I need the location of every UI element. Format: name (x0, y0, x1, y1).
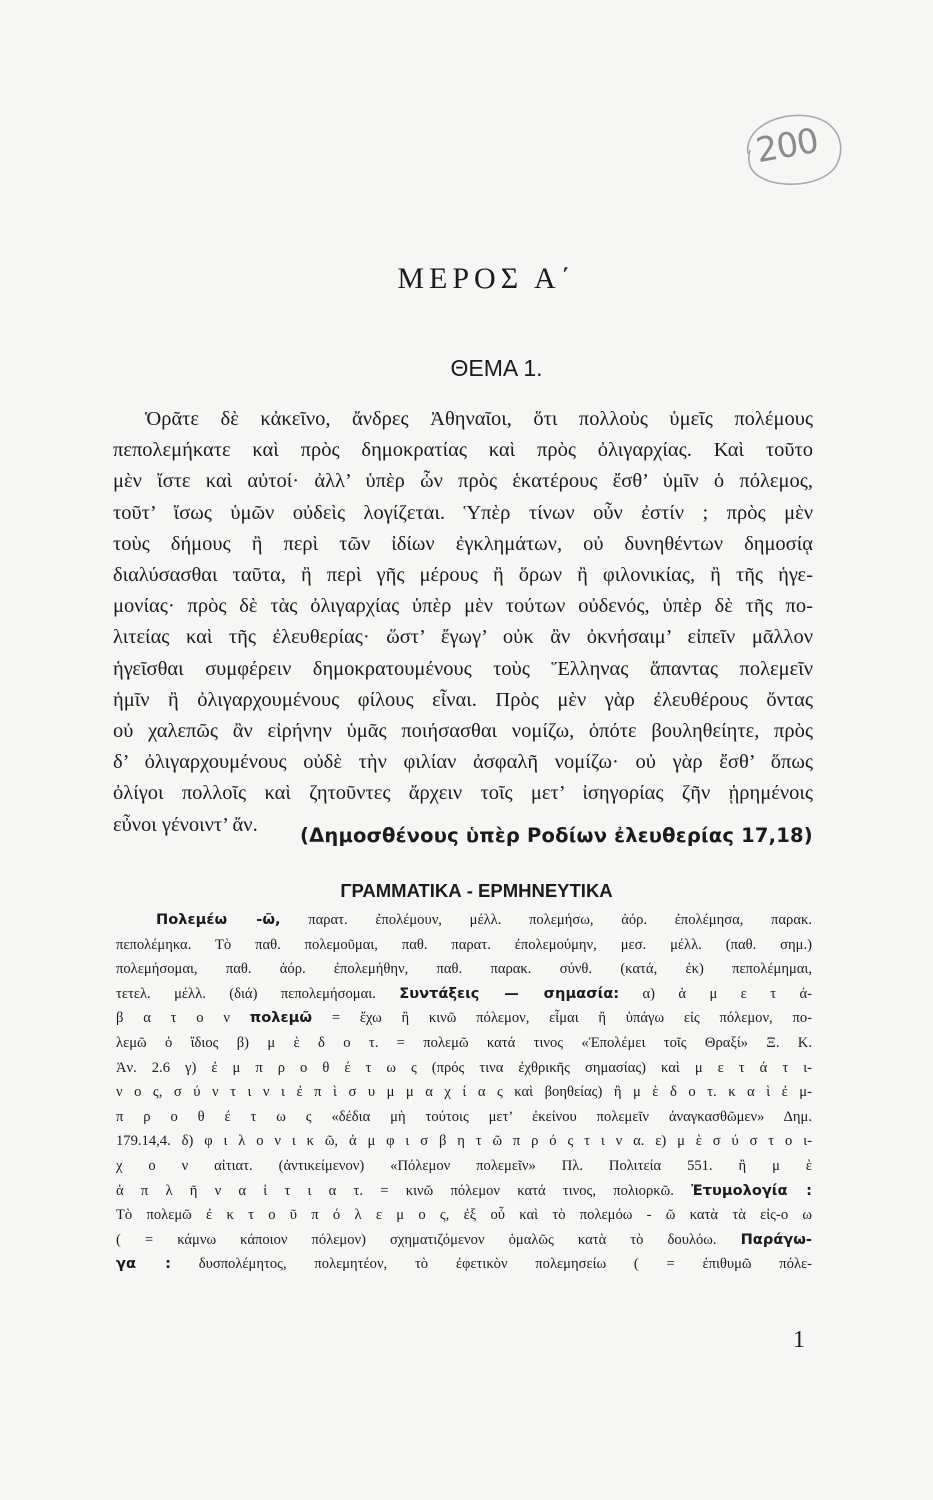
commentary-line (116, 1179, 812, 1204)
commentary-text: = ἔχω ἢ κινῶ πόλεμον, εἶμαι ἢ ὑπάγω εἰς πόλεμον, πο- (312, 1010, 812, 1027)
grammar-commentary (116, 908, 812, 1277)
passage-line: διαλύσασθαι ταῦτα, ἢ περὶ γῆς μέρους ἢ ὅρων ἢ φιλονικίας, ἢ τῆς ἡγε- (113, 564, 813, 587)
library-stamp (738, 106, 850, 192)
commentary-text: ἁ π λ ῆ ν α ἰ τ ι α τ. = κινῶ πόλεμον κατά τινος, πολιορκῶ. (116, 1182, 692, 1199)
passage-line: εὖνοι γένοιντ’ ἄν. (113, 813, 258, 836)
commentary-line: λεμῶ ὁ ἴδιος β) μ ὲ δ ο τ. = πολεμῶ κατά τινος «Ἐπολέμει τοῖς Θραξί» Ξ. Κ. (116, 1034, 812, 1051)
syntax-label: Συντάξεις — σημασία: (399, 984, 620, 1002)
commentary-text: β α τ ο ν (116, 1010, 250, 1027)
source-citation: (Δημοσθένους ὑπὲρ Ροδίων ἐλευθερίας 17,18) (300, 824, 813, 847)
commentary-line (116, 1252, 812, 1277)
etymology-label: Ἐτυμολογία : (691, 1181, 812, 1199)
commentary-line (116, 908, 812, 933)
commentary-text: παρατ. ἐπολέμουν, μέλλ. πολεμήσω, ἀόρ. ἐπολέμησα, παρακ. (280, 912, 812, 928)
derivatives-label-cont: γα : (116, 1255, 171, 1273)
passage-line: Ὁρᾶτε δὲ κἀκεῖνο, ἄνδρες Ἀθηναῖοι, ὅτι πολλοὺς ὑμεῖς πολέμους (145, 408, 813, 430)
commentary-line: Ἀν. 2.6 γ) ἐ μ π ρ ο θ έ τ ω ς (πρός τινα ἐχθρικῆς σημασίας) καὶ μ ε τ ά τ ι- (116, 1059, 812, 1076)
commentary-line: χ ο ν αἰτιατ. (ἀντικείμενον) «Πόλεμον πολεμεῖν» Πλ. Πολιτεία 551. ἢ μ ὲ (116, 1157, 812, 1174)
passage-line: ἡμῖν ἢ ὀλιγαρχουμένους φίλους εἶναι. Πρὸς μὲν γὰρ ἐλευθέρους ὄντας (113, 688, 813, 711)
passage-line: πεπολεμήκατε καὶ πρὸς δημοκρατίας καὶ πρὸς ὀλιγαρχίας. Καὶ τοῦτο (113, 439, 813, 462)
headword: Πολεμέω -ῶ, (156, 911, 281, 928)
commentary-line: 179.14,4. δ) φ ι λ ο ν ι κ ῶ, ἀ μ φ ι σ β η τ ῶ π ρ ό ς τ ι ν α. ε) μ ὲ σ ύ σ τ ο ι- (116, 1133, 812, 1150)
page-number: 1 (793, 1327, 805, 1353)
commentary-line (116, 982, 812, 1007)
part-title: ΜΕΡΟΣ Α΄ (397, 262, 576, 295)
bold-term: πολεμῶ (249, 1009, 313, 1027)
theme-title: ΘΕΜΑ 1. (450, 355, 543, 381)
commentary-text: δυσπολέμητος, πολεμητέον, τὸ ἐφετικὸν πολεμησείω ( = ἐπιθυμῶ πόλε- (170, 1256, 813, 1273)
passage-line: ὀλίγοι πολλοῖς καὶ ζητοῦντες ἄρχειν τοῖς μετ’ ἰσηγορίας ζῆν ᾑρημένοις (113, 782, 813, 805)
derivatives-label: Παράγω- (740, 1230, 812, 1248)
greek-passage (113, 404, 813, 841)
commentary-line: ν ο ς, σ ύ ν τ ι ν ι ἐ π ὶ σ υ μ μ α χ ί α ς καὶ βοηθείας) ἢ μ ὲ δ ο τ. κ α ὶ ἐ μ- (116, 1084, 812, 1101)
commentary-text: ( = κάμνω κάποιον πόλεμον) σχηματιζόμενον ὁμαλῶς κατὰ τὸ δουλόω. (116, 1231, 741, 1248)
passage-line: μονίας· πρὸς δὲ τὰς ὀλιγαρχίας ὑπὲρ μὲν τούτων οὐδενός, ὑπὲρ δὲ τῆς πο- (113, 595, 813, 618)
commentary-line (116, 1006, 812, 1031)
passage-line: ἡγεῖσθαι συμφέρειν δημοκρατουμένους τοὺς Ἕλληνας ἅπαντας πολεμεῖν (113, 657, 813, 680)
commentary-line: πεπολέμηκα. Τὸ παθ. πολεμοῦμαι, παθ. παρατ. ἐπολεμούμην, μεσ. μέλλ. (παθ. σημ.) (116, 936, 812, 953)
passage-line: τοὺς δήμους ἢ περὶ τῶν ἰδίων ἐγκλημάτων, οὐ δυνηθέντων δημοσίᾳ (113, 532, 813, 555)
passage-line: τοῦτ’ ἴσως ὑμῶν οὐδεὶς λογίζεται. Ὑπὲρ τίνων οὖν ἐστίν ; πρὸς μὲν (113, 501, 813, 524)
passage-line: δ’ ὀλιγαρχουμένους οὐδὲ τὴν φιλίαν ἀσφαλῆ νομίζω· οὐ γὰρ ἔσθ’ ὅπως (113, 751, 813, 774)
commentary-line (116, 1228, 812, 1253)
commentary-text: τετελ. μέλλ. (διά) πεπολεμήσομαι. (116, 985, 400, 1002)
commentary-line: Τὸ πολεμῶ ἐ κ τ ο ῦ π ό λ ε μ ο ς, ἐξ οὗ καὶ τὸ πολεμόω - ῶ κατὰ τὰ εἰς-ο ω (116, 1207, 812, 1224)
stamp-number: 200 (752, 120, 821, 172)
passage-line: λιτείας καὶ τῆς ἐλευθερίας· ὥστ’ ἔγωγ’ οὐκ ἂν ὀκνήσαιμ’ εἰπεῖν μᾶλλον (113, 626, 813, 649)
commentary-line: πολεμήσομαι, παθ. ἀόρ. ἐπολεμήθην, παθ. παρακ. σύνθ. (κατά, ἐκ) πεπολέμημαι, (116, 961, 812, 978)
commentary-line: π ρ ο θ έ τ ω ς «δέδια μὴ τούτοις μετ’ ἐκείνου πολεμεῖν ἀναγκασθῶμεν» Δημ. (116, 1108, 812, 1125)
passage-line: οὐ χαλεπῶς ἂν εἰρήνην ὑμᾶς ποιήσασθαι νομίζω, ὁπότε βουληθείητε, πρὸς (113, 720, 813, 743)
grammar-heading: ΓΡΑΜΜΑΤΙΚΑ - ΕΡΜΗΝΕΥΤΙΚΑ (340, 880, 613, 901)
passage-line: μὲν ἴστε καὶ αὐτοί· ἀλλ’ ὑπὲρ ὧν πρὸς ἑκατέρους ἔσθ’ ὑμῖν ὁ πόλεμος, (113, 470, 813, 493)
commentary-text: α) ἀ μ ε τ ά- (619, 985, 812, 1002)
